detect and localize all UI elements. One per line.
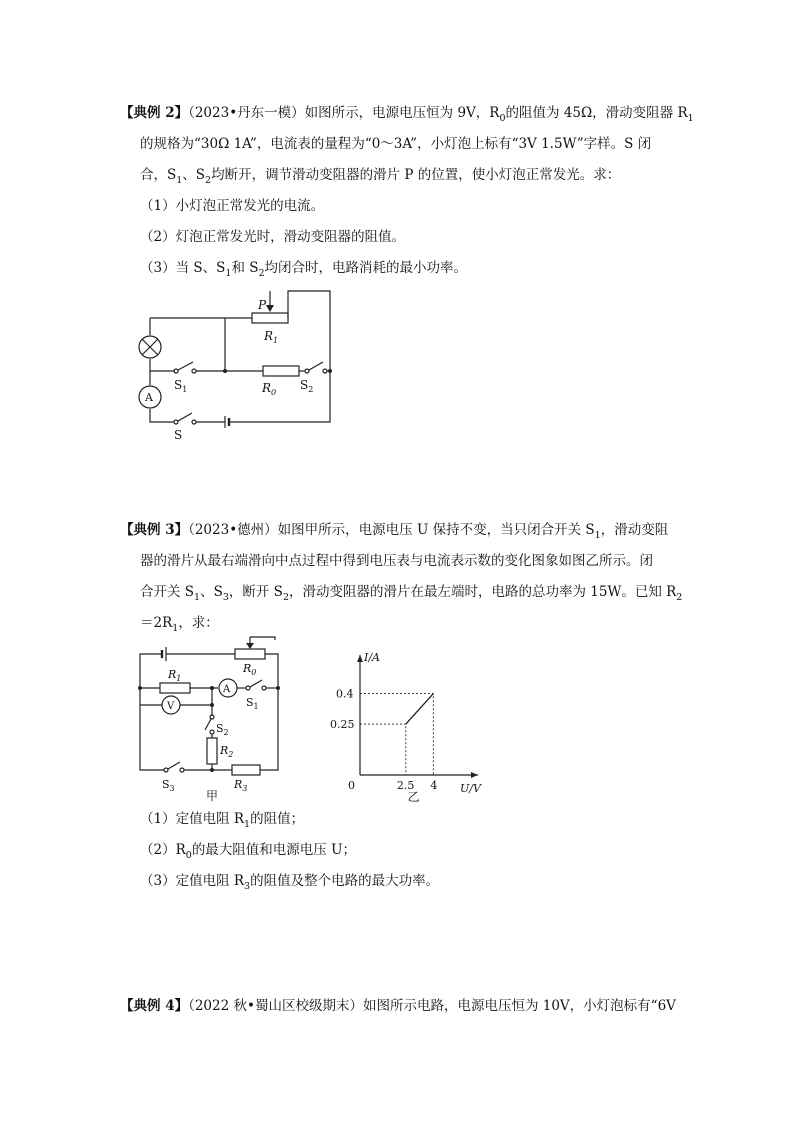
slider-p-label: P [258, 298, 267, 312]
data-line [406, 694, 434, 725]
example3-circuit-diagram [130, 632, 300, 802]
switch-s1 [178, 362, 193, 370]
y-tick-label: 0.25 [330, 718, 355, 732]
switch-s3 [168, 762, 180, 769]
s2-label: $S_2$ [300, 378, 314, 394]
example2-line3: 合，$S_1$、$S_2$均断开，调节滑动变阻器的滑片 P 的位置，使小灯泡正常发光。求： [140, 167, 621, 186]
y-axis-arrow [357, 655, 363, 662]
r0-label: $R_0$ [243, 662, 257, 677]
resistor-r0 [263, 366, 299, 376]
example3-line1: 【典例 3】（2023•德州）如图甲所示，电源电压 U 保持不变，当只闭合开关 $S_1$，滑动变阻 [120, 522, 669, 541]
switch-s1 [250, 680, 262, 687]
example3-question-1: （1）定值电阻 $R_1$的阻值； [140, 811, 305, 830]
guide-line [360, 724, 406, 775]
r1-label: $R_1$ [264, 329, 279, 345]
x-tick-label: 4 [430, 779, 438, 792]
resistor-r3 [232, 765, 260, 775]
example3-iu-chart [320, 645, 490, 804]
switch-s [178, 413, 192, 421]
figure-jia-caption: 甲 [206, 789, 219, 803]
example3-question-3: （3）定值电阻 $R_3$的阻值及整个电路的最大功率。 [140, 873, 440, 892]
example3-line2: 器的滑片从最右端滑向中点过程中得到电压表与电流表示数的变化图象如图乙所示。闭 [140, 553, 653, 569]
example2-line1: 【典例 2】（2023•丹东一模）如图所示，电源电压恒为 9V，$R_0$的阻值为 45Ω，滑动变阻器 $R_1$ [120, 105, 694, 124]
x-tick-label: 2.5 [396, 779, 415, 792]
s2-label: $S_2$ [216, 722, 229, 737]
svg-text:V: V [167, 701, 175, 712]
x-axis-label: U/V [460, 782, 481, 795]
resistor-r2 [207, 738, 217, 764]
r1-label: $R_1$ [168, 668, 182, 683]
s3-label: $S_3$ [162, 778, 175, 793]
resistor-r1 [160, 683, 190, 693]
example3-tag: 【典例 3】 [120, 522, 189, 538]
example4-line1: 【典例 4】（2022 秋•蜀山区校级期末）如图所示电路，电源电压恒为 10V，小灯泡标有“6V [120, 998, 676, 1014]
example2-line2: 的规格为“30Ω 1A”，电流表的量程为“0～3A”，小灯泡上标有“3V 1.5W”字样。S 闭 [140, 136, 652, 152]
rheostat-r0 [235, 649, 265, 659]
s1-label: $S_1$ [246, 696, 259, 711]
s1-label: $S_1$ [174, 378, 188, 394]
switch-s2 [205, 719, 211, 730]
y-tick-label: 0.4 [336, 687, 354, 701]
r2-label: $R_2$ [220, 744, 234, 759]
switch-s2 [309, 362, 323, 370]
example4-tag: 【典例 4】 [120, 998, 189, 1014]
figure-yi-caption: 乙 [407, 790, 420, 804]
svg-text:A: A [145, 391, 153, 404]
r0-label: $R_0$ [262, 381, 277, 397]
svg-text:A: A [223, 684, 231, 695]
x-tick-label: 0 [348, 779, 355, 792]
example3-line3: 合开关 $S_1$、$S_3$，断开 $S_2$，滑动变阻器的滑片在最左端时，电路的总功率为 15W。已知 $R_2$ [140, 584, 683, 603]
s-label: S [174, 428, 183, 442]
example2-circuit-diagram [130, 285, 390, 445]
example3-line4: $=2R_1$，求： [140, 615, 219, 634]
rheostat-r1 [252, 313, 288, 323]
y-axis-label: I/A [364, 651, 380, 664]
r3-label: $R_3$ [234, 778, 248, 793]
example2-tag: 【典例 2】 [120, 105, 189, 121]
example2-question-1: （1）小灯泡正常发光的电流。 [140, 198, 325, 214]
x-axis-arrow [471, 772, 478, 778]
example2-question-3: （3）当 S、$S_1$和 $S_2$均闭合时，电路消耗的最小功率。 [140, 260, 468, 279]
example2-question-2: （2）灯泡正常发光时，滑动变阻器的阻值。 [140, 229, 406, 245]
example3-question-2: $(2)R_0$的最大阻值和电源电压 U； [140, 842, 356, 861]
